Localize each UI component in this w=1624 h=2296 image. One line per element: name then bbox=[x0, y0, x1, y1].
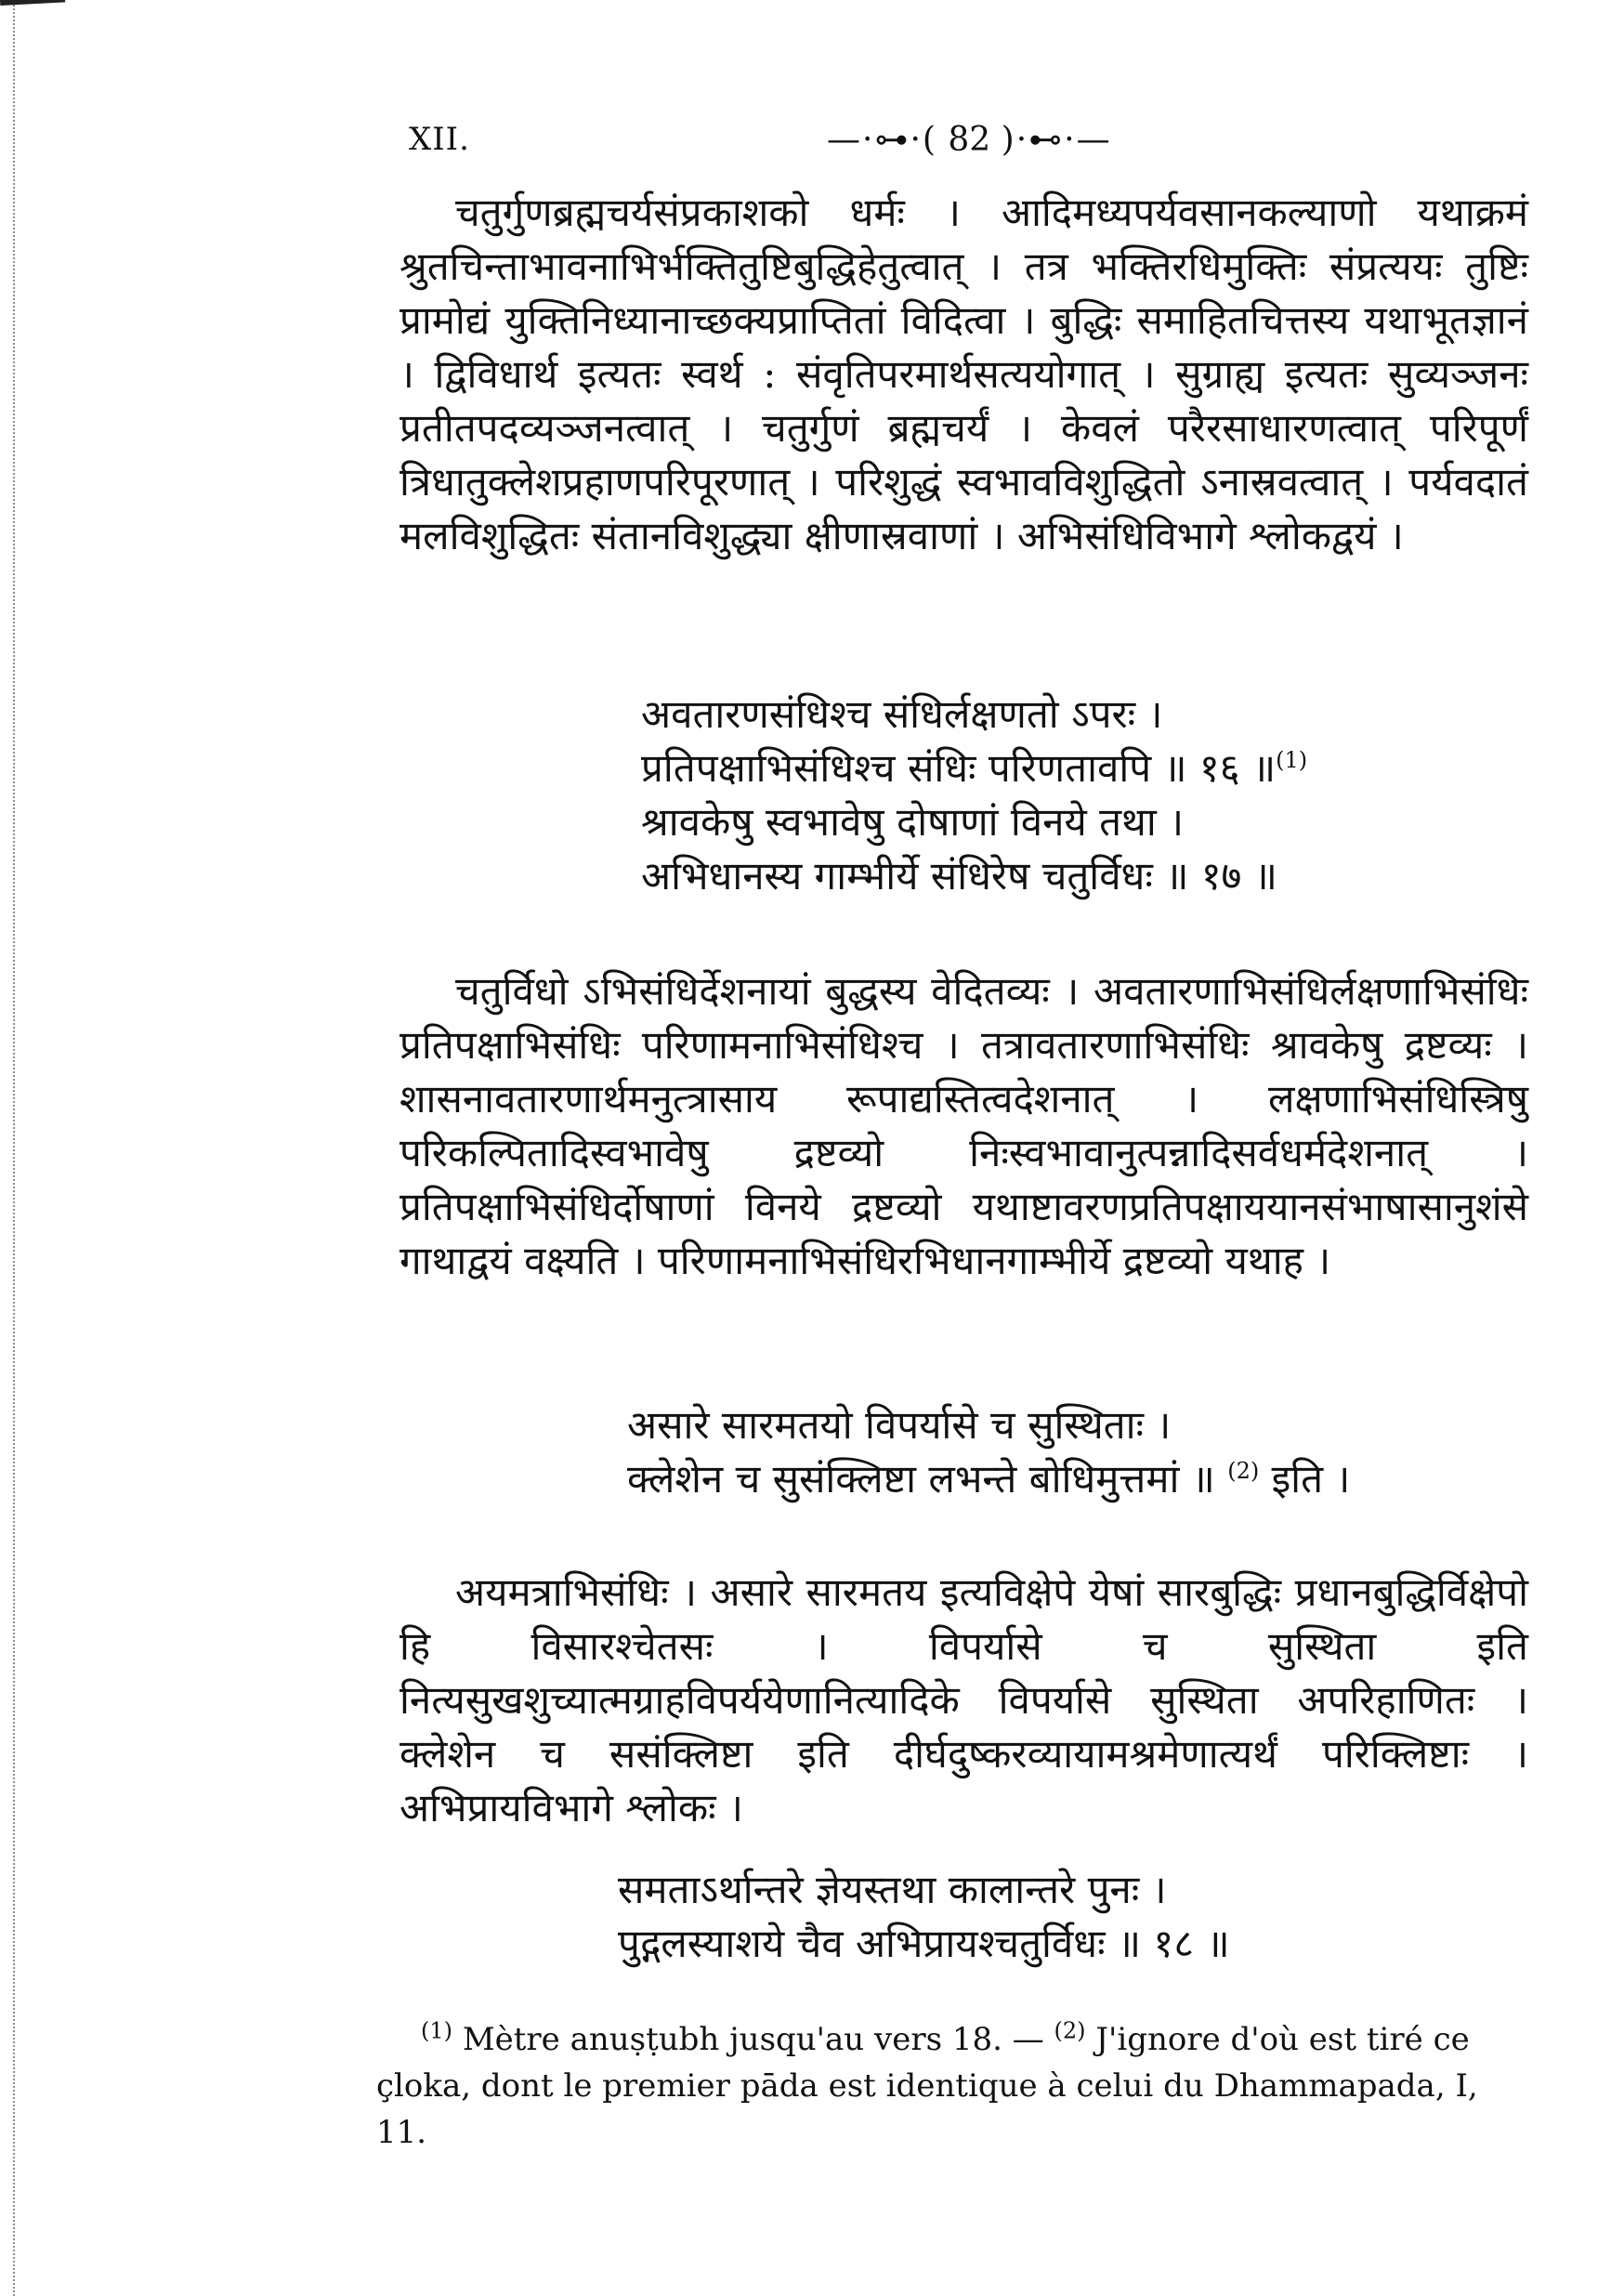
quoted-verse bbox=[627, 1398, 1350, 1506]
verse-line-text: क्लेशेन च सुसंक्लिष्टा लभन्ते बोधिमुत्तमां ॥ bbox=[627, 1456, 1215, 1502]
ornament-right: )·⊷·— bbox=[1001, 121, 1112, 159]
verse-line: श्रावकेषु स्वभावेषु दोषाणां विनये तथा । bbox=[641, 799, 1185, 845]
verse-16-17 bbox=[641, 688, 1307, 903]
page-header bbox=[409, 121, 1524, 167]
paragraph-1: चतुर्गुणब्रह्मचर्यसंप्रकाशको धर्मः । आदिमध्यपर्यवसानकल्याणो यथाक्रमं श्रुतचिन्ताभावनाभिर्भक्तितुष्टिबुद्धिहेतुत्वात् । तत्र भक्तिरधिमुक्तिः संप्रत्ययः तुष्टिः प्रामोद्यं युक्तिनिध्यानाच्छक्यप्राप्तितां विदित्वा । बुद्धिः समाहितचित्तस्य यथाभूतज्ञानं । द्विविधार्थ इत्यतः स्वर्थ : संवृतिपरमार्थसत्ययोगात् । सुग्राह्य इत्यतः सुव्यञ्जनः प्रतीतपदव्यञ्जनत्वात् । चतुर्गुणं ब्रह्मचर्यं । केवलं परैरसाधारणत्वात् परिपूर्णं त्रिधातुक्लेशप्रहाणपरिपूरणात् । परिशुद्धं स्वभावविशुद्धितो ऽनास्रवत्वात् । पर्यवदातं मलविशुद्धितः संतानविशुद्ध्या क्षीणास्रवाणां । अभिसंधिविभागे श्लोकद्वयं । bbox=[399, 190, 1528, 558]
verse-line: पुद्गलस्याशये चैव अभिप्रायश्चतुर्विधः ॥ १८ ॥ bbox=[618, 1921, 1230, 1966]
footnote-2-marker: (2) bbox=[1054, 2017, 1086, 2044]
verse-line bbox=[641, 741, 1307, 795]
ornament-left: —·⊶·( bbox=[827, 121, 937, 159]
page-number-value: 82 bbox=[948, 121, 991, 159]
footnote-marker[interactable]: (1) bbox=[1276, 747, 1308, 773]
verse-line: असारे सारमतयो विपर्यासे च सुस्थिताः । bbox=[627, 1402, 1172, 1448]
footnote-1-text: Mètre anuṣṭubh jusqu'au vers 18. — bbox=[462, 2021, 1044, 2058]
paragraph-3: अयमत्राभिसंधिः । असारे सारमतय इत्यविक्षेपे येषां सारबुद्धिः प्रधानबुद्धिर्विक्षेपो हि विसारश्चेतसः । विपर्यासे च सुस्थिता इति नित्यसुखशुच्यात्मग्राहविपर्ययेणानित्यादिके विपर्यासे सुस्थिता अपरिहाणितः । क्लेशेन च ससंक्लिष्टा इति दीर्घदुष्करव्यायामश्रमेणात्यर्थं परिक्लिष्टाः । अभिप्रायविभागे श्लोकः । bbox=[399, 1569, 1528, 1830]
footnote-2-text: J'ignore d'où est tiré ce çloka, dont le premier pāda est identique à celui du Dhammapada, I, 11. bbox=[376, 2021, 1478, 2151]
verse-line-text: प्रतिपक्षाभिसंधिश्च संधिः परिणतावपि ॥ १६ ॥ bbox=[641, 745, 1277, 791]
footnote-1-marker: (1) bbox=[421, 2017, 452, 2044]
footnotes bbox=[376, 2016, 1528, 2156]
book-spine-edge bbox=[0, 0, 15, 2296]
verse-line: अभिधानस्य गाम्भीर्ये संधिरेष चतुर्विधः ॥ १७ ॥ bbox=[641, 853, 1277, 899]
page-corner-mark bbox=[0, 0, 65, 6]
verse-line: समताऽर्थान्तरे ज्ञेयस्तथा कालान्तरे पुनः । bbox=[618, 1867, 1167, 1912]
signature-mark: XII. bbox=[409, 121, 470, 158]
verse-line bbox=[627, 1452, 1350, 1506]
verse-suffix: इति । bbox=[1271, 1456, 1351, 1502]
footnote-marker[interactable]: (2) bbox=[1227, 1458, 1260, 1484]
page-number bbox=[827, 121, 1112, 159]
paragraph-2: चतुर्विधो ऽभिसंधिर्देशनायां बुद्धस्य वेदितव्यः । अवतारणाभिसंधिर्लक्षणाभिसंधिः प्रतिपक्षाभिसंधिः परिणामनाभिसंधिश्च । तत्रावतारणाभिसंधिः श्रावकेषु द्रष्टव्यः । शासनावतारणार्थमनुत्त्रासाय रूपाद्यस्तित्वदेशनात् । लक्षणाभिसंधिस्त्रिषु परिकल्पितादिस्वभावेषु द्रष्टव्यो निःस्वभावानुत्पन्नादिसर्वधर्मदेशनात् । प्रतिपक्षाभिसंधिर्दोषाणां विनये द्रष्टव्यो यथाष्टावरणप्रतिपक्षाययानसंभाषासानुशंसे गाथाद्वयं वक्ष्यति । परिणामनाभिसंधिरभिधानगाम्भीर्ये द्रष्टव्यो यथाह । bbox=[399, 968, 1528, 1283]
verse-18 bbox=[618, 1863, 1230, 1971]
verse-line: अवतारणसंधिश्च संधिर्लक्षणतो ऽपरः । bbox=[641, 691, 1163, 737]
